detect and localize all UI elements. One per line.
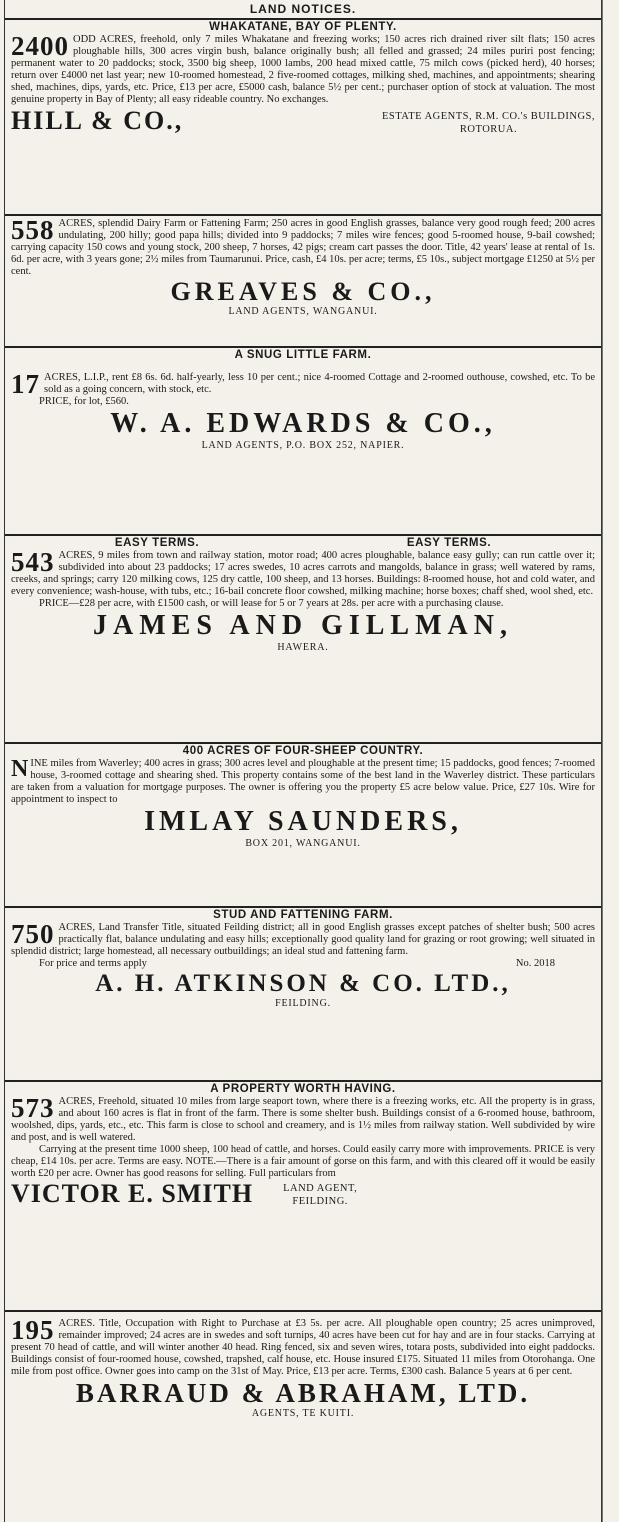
acre-number: 2400 [11,31,69,61]
ad-dairy-farm [5,216,601,348]
ad-title: EASY TERMS. EASY TERMS. [114,537,492,549]
ad-body: 2400 ODD ACRES, freehold, only 7 miles Whakatane and freezing works; 150 acres rich drained river silt flats; 150 acres ploughable hills, 300 acres virgin bush, balance originally bush; all felled and grassed; 24 miles puriri post fencing; permanent water to 20 paddocks; stock, 3500 big sheep, 1000 lambs, 200 head mixed cattle, 75 milch cows (picked herd), 40 horses; return over £4000 net last year; new 10-roomed homestead, 2 five-roomed cottages, milking shed, machines, and appointments; shearing shed, machines, dips, yards, etc. Price, £13 per acre, £5000 cash, balance 5½ per cent.; purchaser option of stock at valuation. The most genuine property in Bay of Plenty; all easy rideable country. No exchanges. [11,31,595,105]
agent-location: LAND AGENTS, WANGANUI. [228,306,378,317]
drop-cap: N [11,756,29,782]
ad-body: 195 ACRES. Title, Occupation with Right to Purchase at £3 5s. per acre. All ploughable open country; 25 acres unimproved, remainder improved; 24 acres are in swedes and soft turnips, 40 acres have been cut for hay and are in four stacks. Carrying at present 70 head of cattle, and will winter another 40 head. Ring fenced, six and seven wires, totara posts, subdivided into eight paddocks. Buildings consist of four-roomed house, cowshed, trapshed, calf house, etc. House insured £175. Situated 11 miles from Otorohanga. One mile from post office. Owner goes into camp on the 31st of May. Price, £13 per acre. Terms, £300 cash. Balance 5 years at 6 per cent. [11,1315,595,1377]
agent-name: GREAVES & CO., [170,277,436,306]
agent-location: HAWERA. [277,642,329,653]
apply-row [11,958,595,970]
agent-detail: ESTATE AGENTS, R.M. CO.'s BUILDINGS, [381,111,595,122]
adjacent-column-edge [602,0,619,1522]
acre-number: 543 [11,547,55,577]
agent-location: LAND AGENTS, P.O. BOX 252, NAPIER. [201,440,405,451]
apply-text: For price and terms apply [39,958,147,969]
ref-number: No. 2018 [515,958,555,969]
agent-name: W. A. EDWARDS & CO., [110,408,496,439]
ad-title: 400 ACRES OF FOUR-SHEEP COUNTRY. [182,745,424,757]
acre-number: 17 [11,369,40,399]
ad-stud-fattening [5,908,601,1082]
agent-location: FEILDING. [292,1196,348,1207]
ad-snug-farm [5,348,601,536]
ad-property-worth-having [5,1082,601,1312]
section-header: LAND NOTICES. [5,0,601,20]
ad-easy-terms [5,536,601,744]
ad-body: 558 ACRES, splendid Dairy Farm or Fattening Farm; 250 acres in good English grasses, balance very good rough feed; 200 acres undulating, 200 hilly; good papa hills; divided into 9 paddocks; 7 miles wire fences; good 5-roomed house, 9-bail cowshed; carrying capacity 150 cows and young stock, 200 sheep, 7 horses, 42 pigs; cream cart passes the door. Title, 42 years' lease at rental of 1s. 6d. per acre, with 3 years gone; 2½ miles from Taumarunui. Price, cash, £4 10s. per acre; terms, £5 10s., subject mortgage £1250 at 5½ per cent. [11,216,595,277]
agent-name: IMLAY SAUNDERS, [144,806,462,837]
ad-title: A PROPERTY WORTH HAVING. [210,1083,396,1095]
ad-title: A SNUG LITTLE FARM. [234,349,372,361]
acre-number: 750 [11,919,55,949]
ad-four-sheep-country [5,744,601,908]
ad-body: NINE miles from Waverley; 400 acres in grass; 300 acres level and ploughable at the present time; 15 paddocks, good fences; 7-roomed house, 3-roomed cottage and shearing shed. This property contains some of the best land in the Waverley district. These particulars are taken from a valuation for mortgage purposes. The owner is offering you the property £5 acre below value. Price, £27 10s. Wire for appointment to inspect to [11,756,595,805]
ad-body: 543 ACRES, 9 miles from town and railway station, motor road; 400 acres ploughable, balance easy gully; can run cattle over it; subdivided into about 23 paddocks; 17 acres swedes, 10 acres carrots and mangolds, balance in grass; well watered by rams, creeks, and springs; carry 120 milking cows, 125 dry cattle, 100 sheep, and 13 horses. Buildings: 8-roomed house, hot and cold water, and every convenience; wash-house, with tubs, etc.; 16-bail concrete floor cowshed, milking machine; horse boxes; chaff shed, wool shed, etc. [11,547,595,597]
acre-number: 195 [11,1315,55,1345]
ad-body: 750 ACRES, Land Transfer Title, situated Feilding district; all in good English grasses except patches of shelter bush; 500 acres practically flat, balance undulating and easy hills; exceptionally good quality land for grazing or root growing; well situated in splendid district; large homestead, all necessary outbuildings; an ideal stud and fattening farm. [11,919,595,957]
ad-price: PRICE, for lot, £560. [39,396,129,407]
ad-body: 573 ACRES, Freehold, situated 10 miles from large seaport town, where there is a freezing works, etc. All the property is in grass, and about 160 acres is flat in front of the farm. There is some shelter bush. Buildings consist of a 6-roomed house, bathroom, woolshed, dips, yards, etc., etc. This farm is close to school and creamery, and is 1½ miles from railway station. Well subdivided by wire and post, and is well watered. [11,1093,595,1143]
newspaper-column [4,0,602,1522]
agent-row [11,1180,595,1208]
ad-body-2: Carrying at the present time 1000 sheep, 100 head of cattle, and horses. Could easily carry more with improvements. PRICE is very cheap, £14 10s. per acre. Terms are easy. NOTE.—There is a fair amount of gorse on this farm, and with this cleared off it would be easily worth £20 per acre. Owner has good reasons for selling. Full particulars from [11,1144,595,1179]
agent-name: JAMES AND GILLMAN, [93,610,513,641]
ad-title: STUD AND FATTENING FARM. [213,909,393,921]
agent-name: BARRAUD & ABRAHAM, LTD. [75,1378,531,1408]
agent-detail: LAND AGENT, [283,1183,358,1194]
acre-number: 558 [11,216,55,245]
acre-number: 573 [11,1093,55,1123]
agent-location: AGENTS, TE KUITI. [251,1408,355,1419]
agent-location: FEILDING. [275,998,331,1009]
agent-location: ROTORUA. [459,124,518,135]
agent-name: VICTOR E. SMITH [11,1179,254,1208]
ad-whakatane [5,20,601,216]
ad-price: PRICE—£28 per acre, with £1500 cash, or will lease for 5 or 7 years at 28s. per acre with a purchasing clause. [39,598,504,609]
ad-occupation-right [5,1312,601,1522]
agent-location: BOX 201, WANGANUI. [245,838,361,849]
ad-title: WHAKATANE, BAY OF PLENTY. [209,21,397,33]
agent-name: HILL & CO., [11,106,184,135]
agent-row [11,106,595,136]
ad-body: 17 ACRES, L.I.P., rent £8 6s. 6d. half-yearly, less 10 per cent.; nice 4-roomed Cottage and 2-roomed outhouse, cowshed, etc. To be sold as a going concern, with stock, etc. [11,369,595,399]
agent-name: A. H. ATKINSON & CO. LTD., [95,970,511,997]
